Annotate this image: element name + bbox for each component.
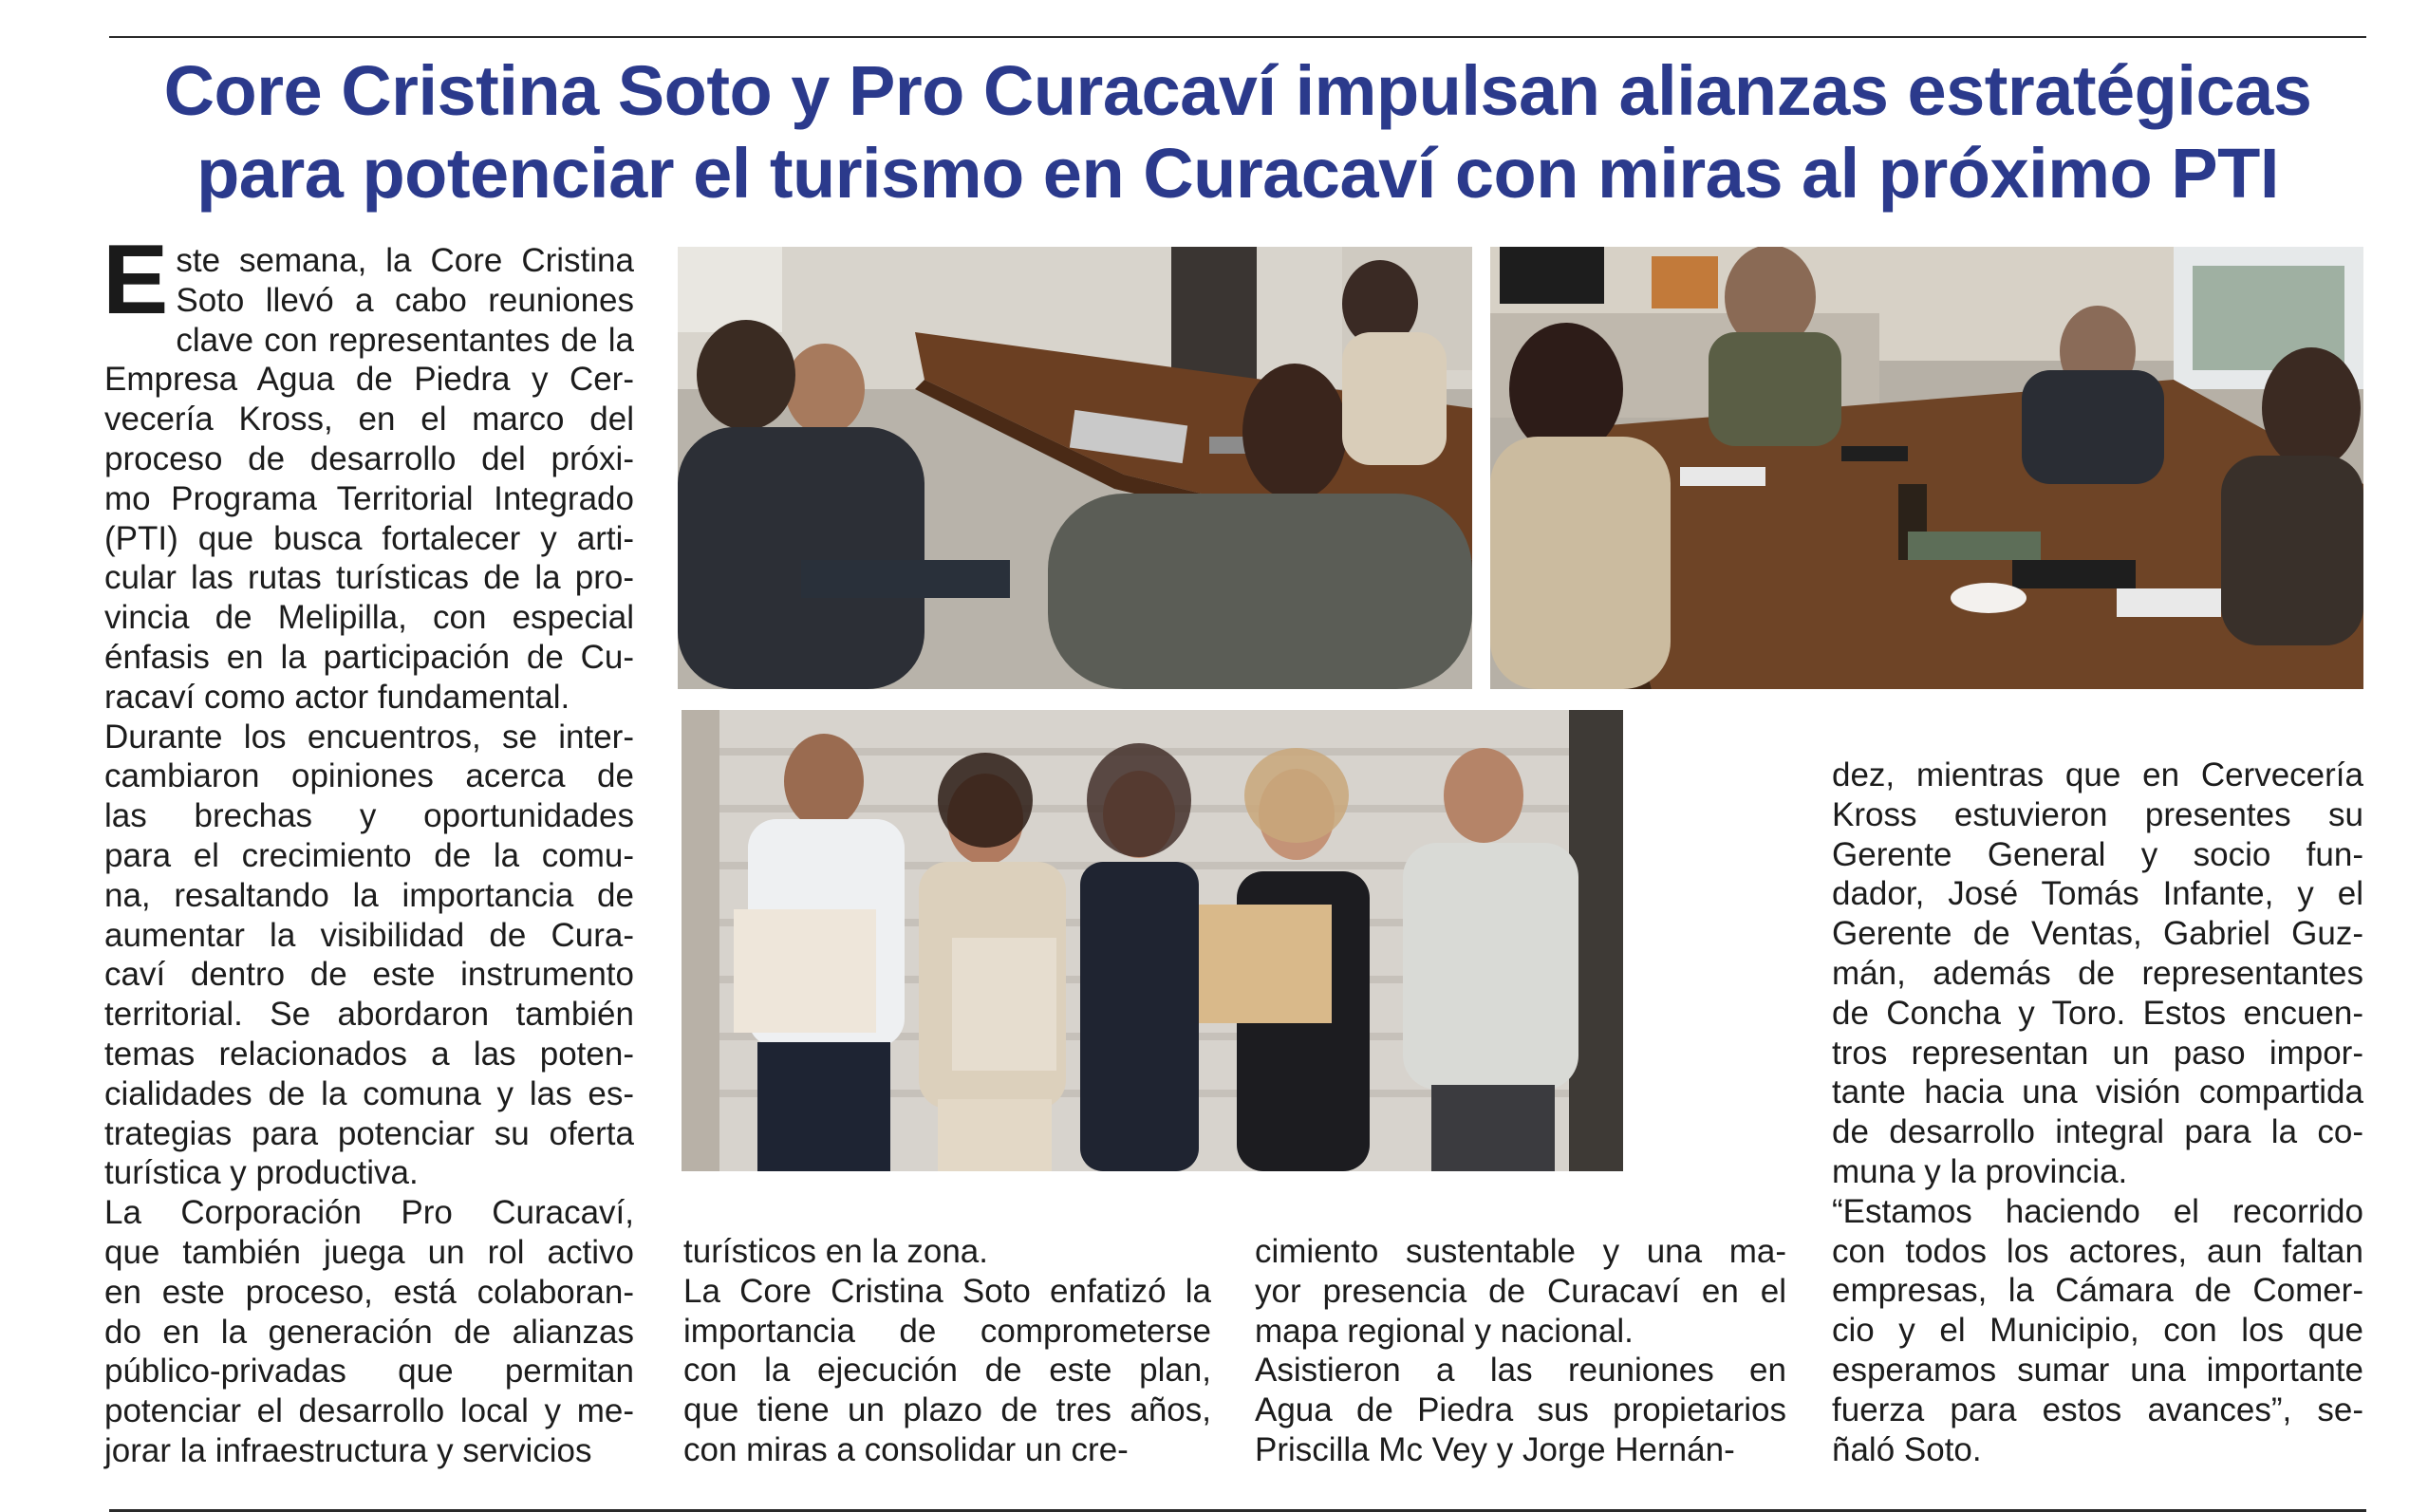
text-line: cimiento sustentable y una ma- (1255, 1233, 1786, 1270)
text-line: tante hacia una visión compartida (1832, 1073, 2363, 1111)
text-line: importancia de comprometerse (683, 1312, 1211, 1350)
text-line: vincia de Melipilla, con especial (104, 599, 634, 637)
meeting-photo-2-image (1490, 247, 2363, 689)
text-line: (PTI) que busca fortalecer y arti- (104, 519, 634, 557)
text-line: La Corporación Pro Curacaví, (104, 1194, 634, 1232)
text-line: con la ejecución de este plan, (683, 1352, 1211, 1390)
text-line: público-privadas que permitan (104, 1353, 634, 1391)
text-line: La Core Cristina Soto enfatizó la (683, 1272, 1211, 1310)
text-line: Priscilla Mc Vey y Jorge Hernán- (1255, 1430, 1735, 1468)
text-line: que tiene un plazo de tres años, (683, 1391, 1211, 1429)
text-line: vecería Kross, en el marco del (104, 401, 634, 439)
headline (109, 49, 2366, 215)
text-line: énfasis en la participación de Cu- (104, 638, 634, 676)
text-line: turística y productiva. (104, 1154, 419, 1192)
text-line: territorial. Se abordaron también (104, 996, 634, 1034)
meeting-photo-2 (1490, 247, 2363, 689)
drop-cap: E (103, 225, 169, 335)
text-line: Durante los encuentros, se inter- (104, 718, 634, 756)
text-line: muna y la provincia. (1832, 1152, 2128, 1190)
text-line: de desarrollo integral para la co- (1832, 1113, 2363, 1151)
text-line: empresas, la Cámara de Comer- (1832, 1272, 2363, 1310)
text-line: para el crecimiento de la comu- (104, 836, 634, 874)
text-line: Gerente de Ventas, Gabriel Guz- (1832, 915, 2363, 953)
text-line: na, resaltando la importancia de (104, 876, 634, 914)
body-column-4 (1832, 756, 2363, 1469)
text-line: dez, mientras que en Cervecería (1832, 756, 2363, 793)
text-line: en este proceso, está colaboran- (104, 1273, 634, 1311)
text-line: do en la generación de alianzas (104, 1313, 634, 1351)
text-line: clave con representantes de la (176, 321, 634, 359)
text-line: cialidades de la comuna y las es- (104, 1074, 634, 1112)
text-line: yor presencia de Curacaví en el (1255, 1272, 1786, 1310)
body-column-1 (103, 225, 634, 1471)
group-photo (682, 710, 1623, 1171)
group-photo-image (682, 710, 1623, 1171)
text-line: aumentar la visibilidad de Cura- (104, 916, 634, 954)
text-line: de Concha y Toro. Estos encuen- (1832, 994, 2363, 1032)
meeting-photo-1 (678, 247, 1472, 689)
text-line: que también juega un rol activo (104, 1233, 634, 1271)
text-line: las brechas y oportunidades (104, 797, 634, 835)
text-line: Empresa Agua de Piedra y Cer- (104, 361, 634, 399)
headline-line-2: para potenciar el turismo en Curacaví con miras al próximo PTI (196, 134, 2279, 213)
text-line: esperamos sumar una importante (1832, 1351, 2363, 1389)
text-line: potenciar el desarrollo local y me- (104, 1392, 634, 1430)
text-line: caví dentro de este instrumento (104, 956, 634, 994)
text-line: jorar la infraestructura y servicios (104, 1431, 592, 1469)
text-line: temas relacionados a las poten- (104, 1035, 634, 1073)
text-line: con todos los actores, aun faltan (1832, 1232, 2363, 1270)
text-line: Kross estuvieron presentes su (1832, 795, 2363, 833)
text-line: tros representan un paso impor- (1832, 1034, 2363, 1072)
text-line: con miras a consolidar un cre- (683, 1430, 1129, 1468)
text-line: cambiaron opiniones acerca de (104, 757, 634, 795)
text-line: turísticos en la zona. (683, 1233, 988, 1270)
text-line: Agua de Piedra sus propietarios (1255, 1391, 1786, 1429)
text-line: mán, además de representantes (1832, 954, 2363, 992)
text-line: trategias para potenciar su oferta (104, 1114, 634, 1152)
text-line: dador, José Tomás Infante, y el (1832, 875, 2363, 913)
text-line: cio y el Municipio, con los que (1832, 1312, 2363, 1350)
top-rule (109, 36, 2366, 38)
headline-line-1: Core Cristina Soto y Pro Curacaví impulsan alianzas estratégicas (163, 51, 2312, 130)
text-line: fuerza para estos avances”, se- (1832, 1391, 2363, 1428)
text-line: Soto llevó a cabo reuniones (176, 281, 634, 319)
text-line: Asistieron a las reuniones en (1255, 1352, 1786, 1390)
text-line: ste semana, la Core Cristina (176, 242, 634, 279)
body-column-3 (1255, 1232, 1786, 1470)
text-line: racaví como actor fundamental. (104, 678, 570, 716)
body-column-2 (683, 1232, 1211, 1470)
text-line: Gerente General y socio fun- (1832, 835, 2363, 873)
text-line: “Estamos haciendo el recorrido (1832, 1192, 2363, 1230)
text-line: mapa regional y nacional. (1255, 1312, 1634, 1350)
text-line: proceso de desarrollo del próxi- (104, 439, 634, 477)
text-line: ñaló Soto. (1832, 1430, 1982, 1468)
meeting-photo-1-image (678, 247, 1472, 689)
text-line: mo Programa Territorial Integrado (104, 479, 634, 517)
text-line: cular las rutas turísticas de la pro- (104, 559, 634, 597)
